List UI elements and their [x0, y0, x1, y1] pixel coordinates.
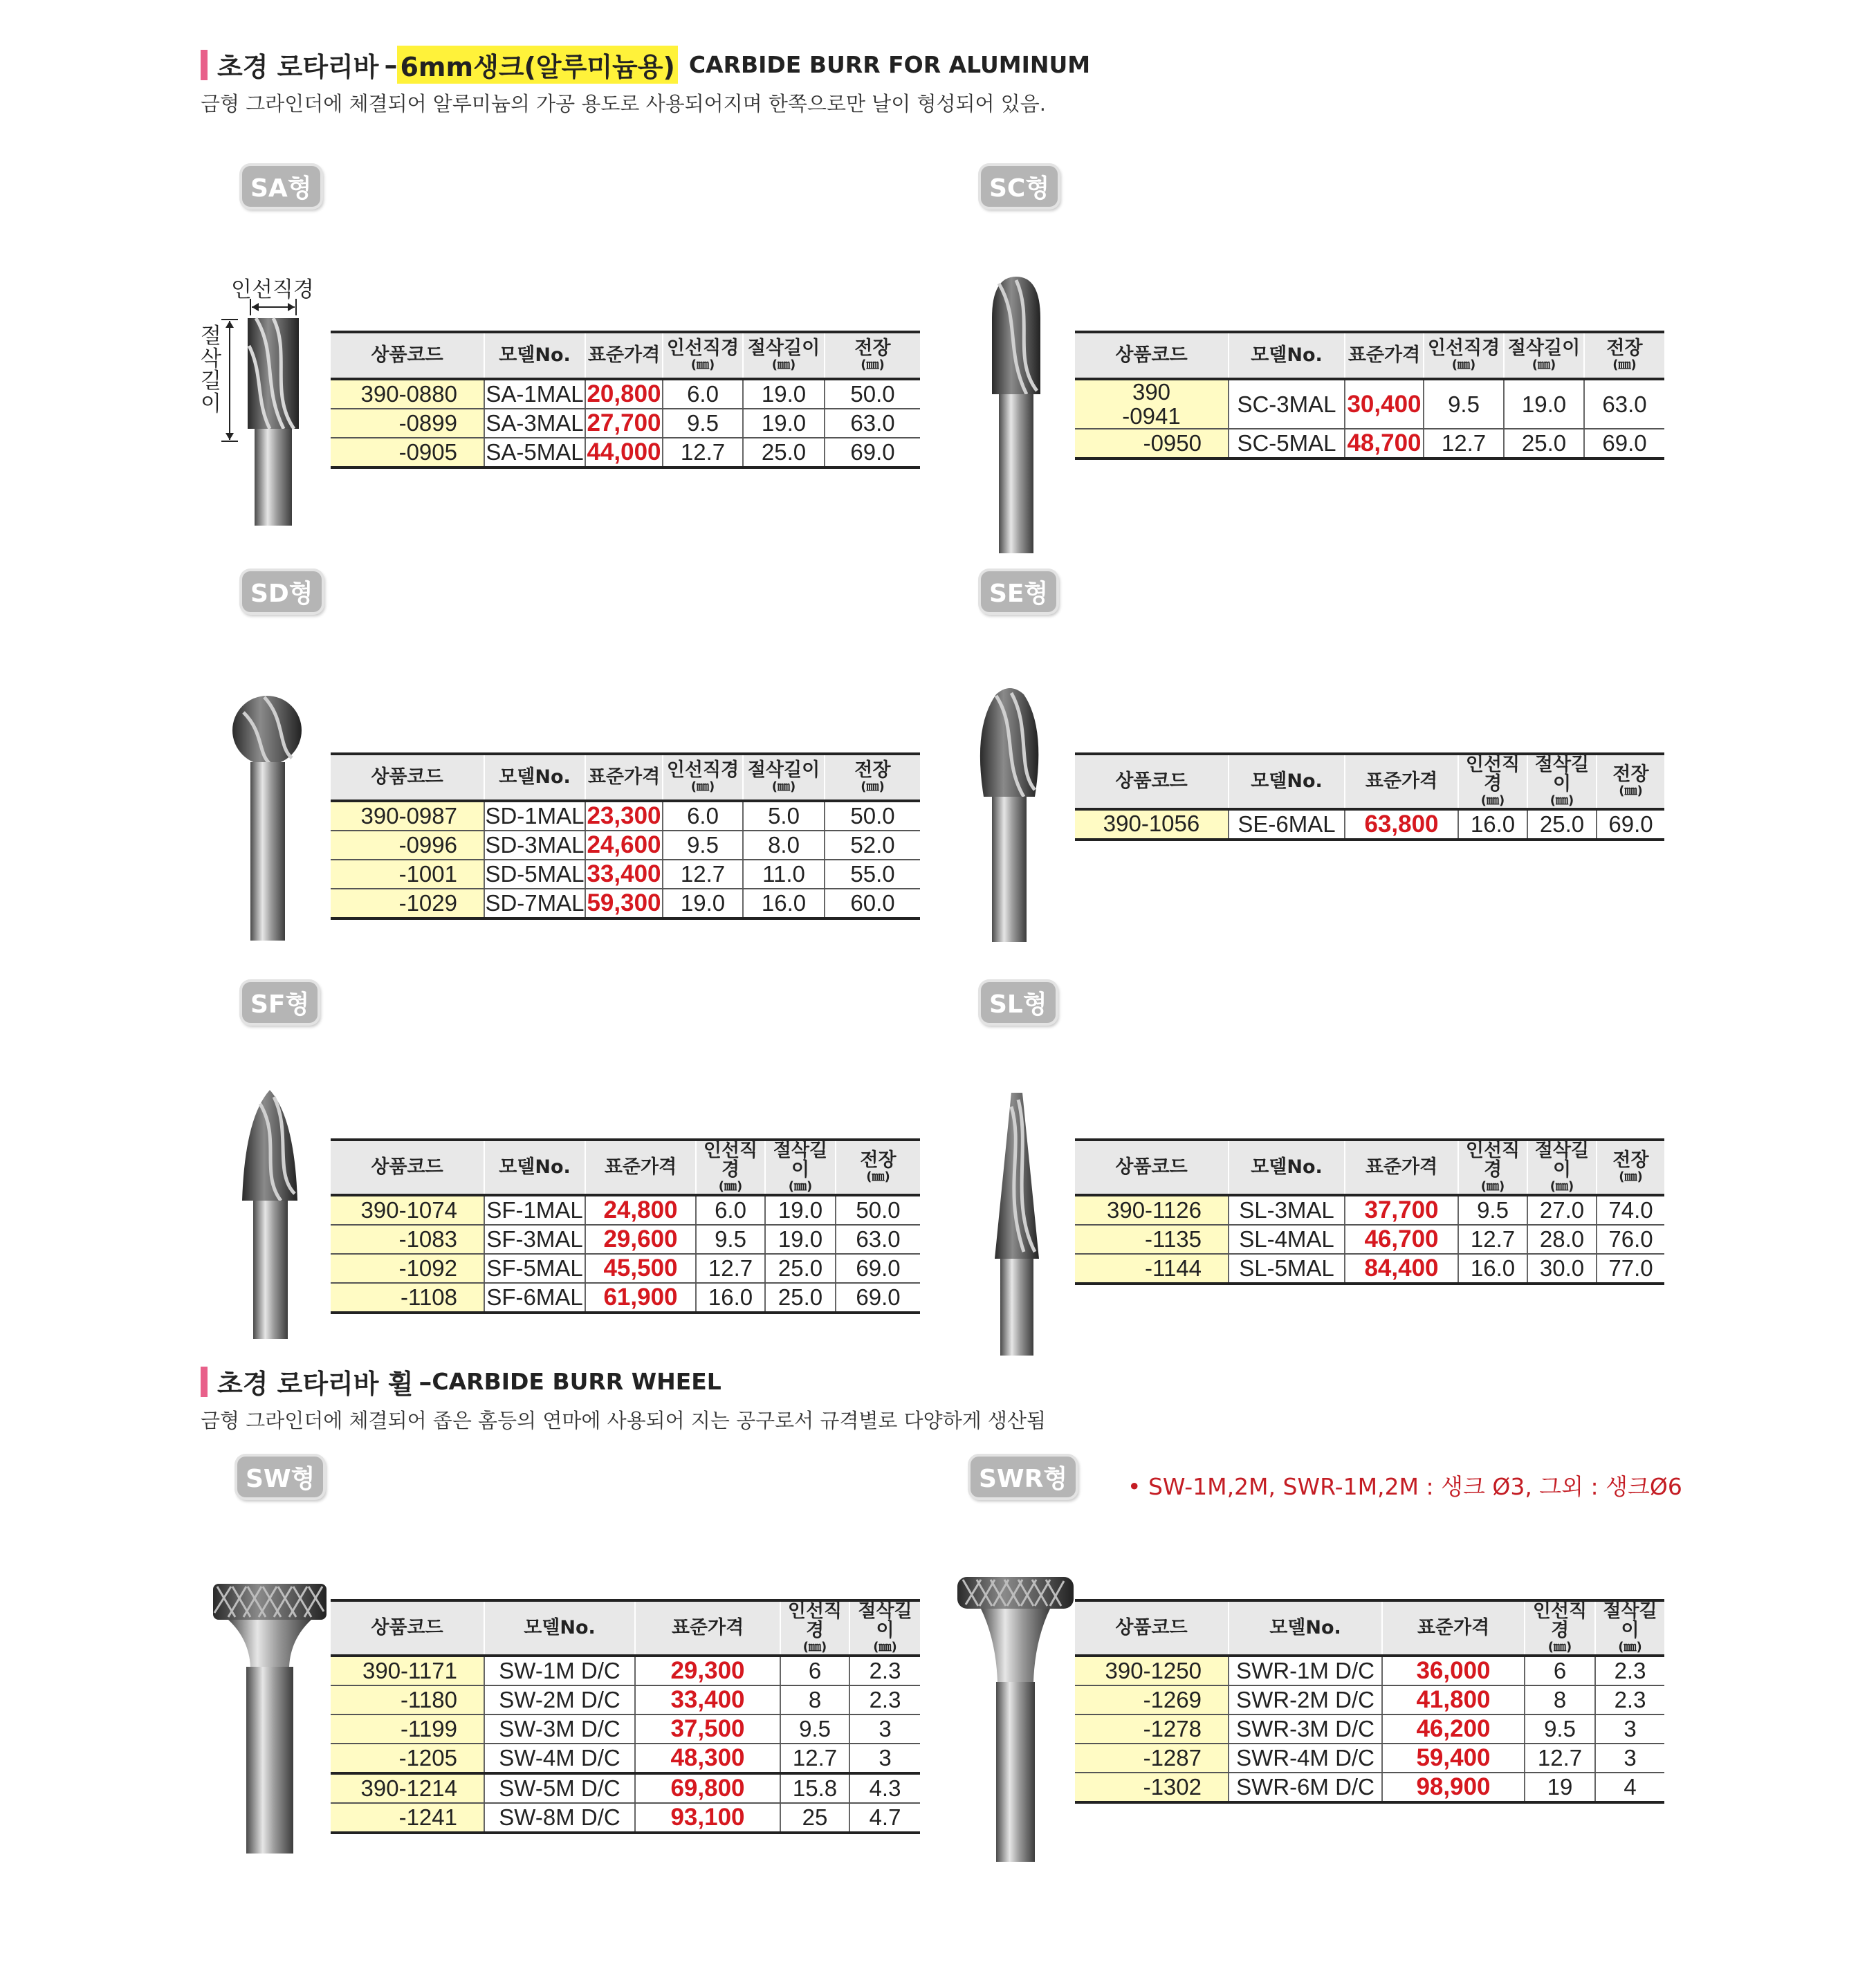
dim-length-label: 절삭길이: [201, 324, 221, 416]
table-row: -1108 SF-6MAL 61,900 16.0 25.0 69.0: [331, 1283, 920, 1313]
table-row: -1269 SWR-2M D/C 41,800 8 2.3: [1075, 1685, 1664, 1714]
header-price: 표준가격: [585, 1140, 696, 1195]
header-model: 모델No.: [1229, 1140, 1345, 1195]
table-row: 390-1250 SWR-1M D/C 36,000 6 2.3: [1075, 1656, 1664, 1685]
header-diameter: 인선직경 (㎜): [780, 1600, 849, 1656]
table-row: 390-1171 SW-1M D/C 29,300 6 2.3: [331, 1656, 920, 1685]
dim-diameter-label: 인선직경: [231, 277, 314, 302]
header-code: 상품코드: [1075, 332, 1229, 379]
sa-tool-image: [235, 304, 311, 539]
header-cut-length: 절삭길이 (㎜): [743, 754, 825, 801]
header-total-length: 전장 (㎜): [825, 332, 920, 379]
header-price: 표준가격: [635, 1600, 780, 1656]
badge-sw: SW형: [237, 1457, 323, 1497]
table-row: -1092 SF-5MAL 45,500 12.7 25.0 69.0: [331, 1254, 920, 1283]
dim-diameter-arrow: [249, 299, 297, 315]
sd-tool-image: [230, 692, 306, 948]
header-code: 상품코드: [331, 1600, 484, 1656]
table-row: -1199 SW-3M D/C 37,500 9.5 3: [331, 1714, 920, 1744]
header-diameter: 인선직경 (㎜): [1458, 754, 1527, 809]
table-sf: [331, 1138, 920, 1314]
header-total-length: 전장 (㎜): [825, 754, 920, 801]
table-row: 390 -0941 SC-3MAL 30,400 9.5 19.0 63.0: [1075, 379, 1664, 429]
title-english: CARBIDE BURR WHEEL: [432, 1368, 721, 1395]
header-diameter: 인선직경 (㎜): [663, 754, 743, 801]
table-sl: [1075, 1138, 1664, 1285]
header-cut-length: 절삭길이 (㎜): [849, 1600, 920, 1656]
table-row: -1001 SD-5MAL 33,400 12.7 11.0 55.0: [331, 860, 920, 889]
title-accent-bar: [201, 50, 208, 80]
title-english: CARBIDE BURR FOR ALUMINUM: [688, 51, 1091, 78]
badge-sc: SC형: [981, 166, 1058, 207]
header-price: 표준가격: [1345, 754, 1458, 809]
header-model: 모델No.: [1229, 754, 1345, 809]
sf-tool-image: [232, 1090, 309, 1346]
header-code: 상품코드: [1075, 754, 1229, 809]
header-cut-length: 절삭길이 (㎜): [1527, 754, 1597, 809]
title-accent-bar: [201, 1367, 208, 1397]
header-diameter: 인선직경 (㎜): [696, 1140, 765, 1195]
badge-sf: SF형: [242, 982, 318, 1023]
dim-length-arrow: [221, 318, 238, 443]
header-cut-length: 절삭길이 (㎜): [1527, 1140, 1597, 1195]
header-code: 상품코드: [331, 332, 484, 379]
header-price: 표준가격: [585, 754, 663, 801]
table-row: -0899 SA-3MAL 27,700 9.5 19.0 63.0: [331, 409, 920, 438]
header-code: 상품코드: [331, 1140, 484, 1195]
table-row: -1287 SWR-4M D/C 59,400 12.7 3: [1075, 1744, 1664, 1773]
header-model: 모델No.: [1229, 1600, 1382, 1656]
header-total-length: 전장 (㎜): [836, 1140, 920, 1195]
header-diameter: 인선직경 (㎜): [1525, 1600, 1595, 1656]
header-price: 표준가격: [1382, 1600, 1525, 1656]
badge-sa: SA형: [242, 166, 320, 207]
table-row: -1302 SWR-6M D/C 98,900 19 4: [1075, 1773, 1664, 1802]
table-sa: [331, 331, 920, 469]
header-cut-length: 절삭길이 (㎜): [765, 1140, 836, 1195]
sc-tool-image: [978, 277, 1054, 560]
section2-title: 초경 로타리바 휠 – CARBIDE BURR WHEEL: [201, 1362, 721, 1401]
table-row: 390-0880 SA-1MAL 20,800 6.0 19.0 50.0: [331, 379, 920, 409]
table-row: -1180 SW-2M D/C 33,400 8 2.3: [331, 1685, 920, 1714]
title-highlight: 6mm생크(알루미늄용): [397, 46, 677, 84]
header-model: 모델No.: [484, 1600, 635, 1656]
table-row: -1241 SW-8M D/C 93,100 25 4.7: [331, 1803, 920, 1833]
header-model: 모델No.: [484, 754, 585, 801]
header-price: 표준가격: [585, 332, 663, 379]
table-row: -1029 SD-7MAL 59,300 19.0 16.0 60.0: [331, 889, 920, 918]
table-row: 390-1074 SF-1MAL 24,800 6.0 19.0 50.0: [331, 1195, 920, 1225]
table-row: -1278 SWR-3M D/C 46,200 9.5 3: [1075, 1714, 1664, 1744]
header-diameter: 인선직경 (㎜): [1424, 332, 1504, 379]
table-row: -0996 SD-3MAL 24,600 9.5 8.0 52.0: [331, 831, 920, 860]
table-row: -1144 SL-5MAL 84,400 16.0 30.0 77.0: [1075, 1254, 1664, 1284]
table-row: -0950 SC-5MAL 48,700 12.7 25.0 69.0: [1075, 429, 1664, 459]
header-cut-length: 절삭길이 (㎜): [1595, 1600, 1664, 1656]
table-sd: [331, 752, 920, 920]
header-cut-length: 절삭길이 (㎜): [743, 332, 825, 379]
header-total-length: 전장 (㎜): [1597, 754, 1664, 809]
header-code: 상품코드: [1075, 1600, 1229, 1656]
table-row: 390-0987 SD-1MAL 23,300 6.0 5.0 50.0: [331, 801, 920, 831]
section2-description: 금형 그라인더에 체결되어 좁은 홈등의 연마에 사용되어 지는 공구로서 규격별로 다양하게 생산됨: [201, 1409, 1046, 1432]
section1-description: 금형 그라인더에 체결되어 알루미늄의 가공 용도로 사용되어지며 한쪽으로만 날이 형성되어 있음.: [201, 92, 1046, 115]
header-total-length: 전장 (㎜): [1597, 1140, 1664, 1195]
table-swr: [1075, 1599, 1664, 1804]
shank-note: • SW-1M,2M, SWR-1M,2M : 생크 Ø3, 그외 : 생크Ø6: [1128, 1473, 1682, 1500]
table-row: 390-1126 SL-3MAL 37,700 9.5 27.0 74.0: [1075, 1195, 1664, 1225]
badge-sl: SL형: [981, 982, 1056, 1023]
table-sw: [331, 1599, 920, 1834]
header-price: 표준가격: [1345, 332, 1424, 379]
table-sc: [1075, 331, 1664, 460]
table-row: 390-1056 SE-6MAL 63,800 16.0 25.0 69.0: [1075, 809, 1664, 840]
swr-tool-image: [953, 1564, 1078, 1869]
header-cut-length: 절삭길이 (㎜): [1504, 332, 1584, 379]
sw-tool-image: [208, 1570, 332, 1860]
badge-swr: SWR형: [971, 1457, 1076, 1497]
table-row: -1135 SL-4MAL 46,700 12.7 28.0 76.0: [1075, 1225, 1664, 1254]
header-diameter: 인선직경 (㎜): [1458, 1140, 1527, 1195]
table-row: -1205 SW-4M D/C 48,300 12.7 3: [331, 1744, 920, 1773]
table-row: -0905 SA-5MAL 44,000 12.7 25.0 69.0: [331, 438, 920, 468]
badge-se: SE형: [981, 571, 1056, 612]
sl-tool-image: [982, 1093, 1051, 1362]
header-diameter: 인선직경 (㎜): [663, 332, 743, 379]
table-row: -1083 SF-3MAL 29,600 9.5 19.0 63.0: [331, 1225, 920, 1254]
header-price: 표준가격: [1345, 1140, 1458, 1195]
header-model: 모델No.: [484, 332, 585, 379]
header-total-length: 전장 (㎜): [1584, 332, 1664, 379]
section1-title: 초경 로타리바 – 6mm생크(알루미늄용) CARBIDE BURR FOR ALUMINUM: [201, 46, 1090, 84]
header-model: 모델No.: [484, 1140, 585, 1195]
table-se: [1075, 752, 1664, 841]
header-code: 상품코드: [331, 754, 484, 801]
badge-sd: SD형: [242, 571, 322, 612]
header-code: 상품코드: [1075, 1140, 1229, 1195]
table-row: 390-1214 SW-5M D/C 69,800 15.8 4.3: [331, 1773, 920, 1803]
se-tool-image: [968, 686, 1051, 949]
header-model: 모델No.: [1229, 332, 1345, 379]
